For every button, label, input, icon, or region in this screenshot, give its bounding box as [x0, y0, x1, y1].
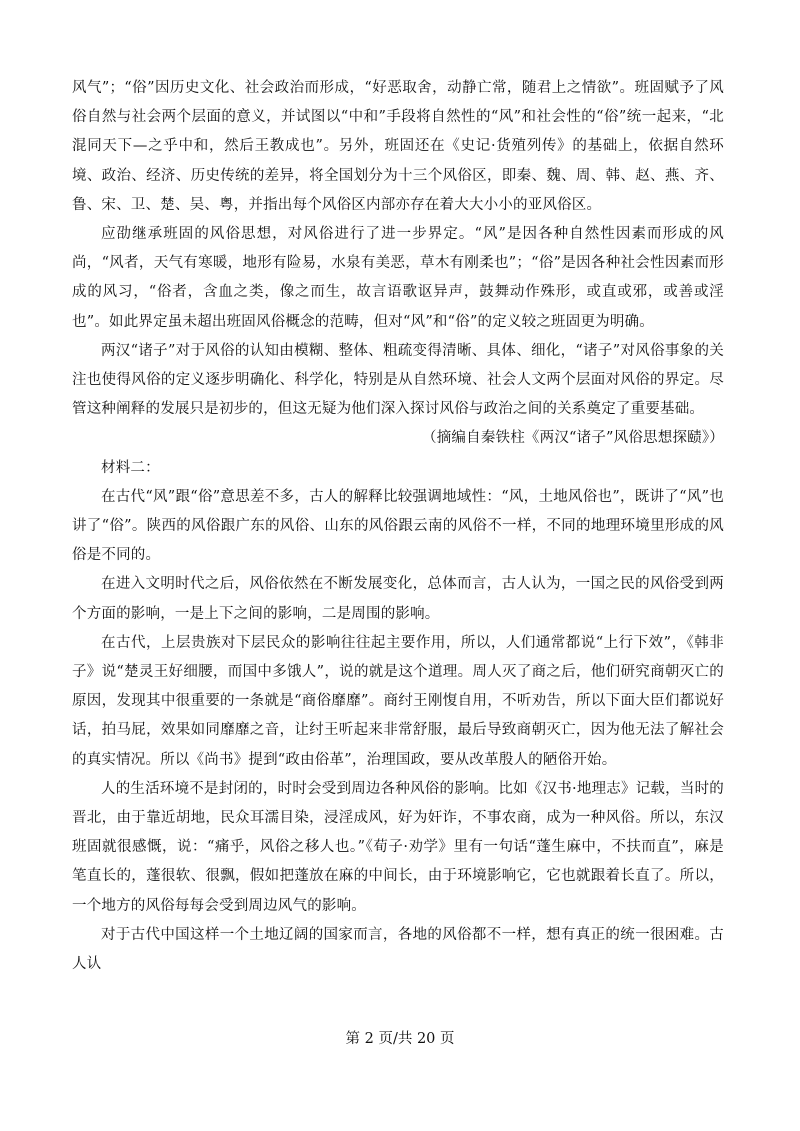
paragraph-civilization: 在进入文明时代之后，风俗依然在不断发展变化，总体而言，古人认为，一国之民的风俗受到两个方面的影响，一是上下之间的影响，二是周围的影响。	[72, 576, 724, 622]
paragraph-yingshao: 应劭继承班固的风俗思想，对风俗进行了进一步界定。“风”是因各种自然性因素而形成的风尚，“风者，天气有寒暖，地形有险易，水泉有美恶，草木有刚柔也”；“俗”是因各种社会性因素而形成的风习，“俗者，含血之类，像之而生，故言语歌讴异声，鼓舞动作殊形，或直或邪，或善或淫也”。如此界定虽未超出班固风俗概念的范畴，但对“风”和“俗”的定义较之班固更为明确。	[72, 226, 724, 330]
document-page	[72, 74, 724, 979]
paragraph-vast-country: 对于古代中国这样一个土地辽阔的国家而言，各地的风俗都不一样，想有真正的统一很困难。古人认	[72, 926, 724, 973]
paragraph-zhuzi: 两汉“诸子”对于风俗的认知由模糊、整体、粗疏变得清晰、具体、细化，“诸子”对风俗事象的关注也使得风俗的定义逐步明确化、科学化，特别是从自然环境、社会人文两个层面对风俗的界定。尽管这种阐释的发展只是初步的，但这无疑为他们深入探讨风俗与政治之间的关系奠定了重要基础。	[72, 342, 724, 418]
paragraph-environment: 人的生活环境不是封闭的，时时会受到周边各种风俗的影响。比如《汉书·地理志》记载，当时的晋北，由于靠近胡地，民众耳濡目染，浸淫成风，好为奸诈，不事农商，成为一种风俗。所以，东汉班固就很感慨，说：“痛乎，风俗之移人也。”《荀子·劝学》里有一句话“蓬生麻中，不扶而直”，麻是笔直长的，蓬很软、很飘，假如把蓬放在麻的中间长，由于环境影响它，它也就跟着长直了。所以，一个地方的风俗每每会受到周边风气的影响。	[72, 780, 724, 914]
source-citation: （摘编自秦铁柱《两汉“诸子”风俗思想探赜》）	[422, 430, 724, 447]
paragraph-feng-su: 在古代“风”跟“俗”意思差不多，古人的解释比较强调地域性：“风，土地风俗也”，既讲了“风”也讲了“俗”。陕西的风俗跟广东的风俗、山东的风俗跟云南的风俗不一样，不同的地理环境里形成的风俗是不同的。	[72, 488, 724, 564]
paragraph-continued: 风气”；“俗”因历史文化、社会政治而形成，“好恶取舍，动静亡常，随君上之情欲”。班固赋予了风俗自然与社会两个层面的意义，并试图以“中和”手段将自然性的“风”和社会性的“俗”统一起来，“北混同天下—之乎中和，然后王教成也”。另外，班固还在《史记·货殖列传》的基础上，依据自然环境、政治、经济、历史传统的差异，将全国划分为十三个风俗区，即秦、魏、周、韩、赵、燕、齐、鲁、宋、卫、楚、吴、粤，并指出每个风俗区内部亦存在着大大小小的亚风俗区。	[72, 80, 724, 213]
paragraph-upper-class: 在古代，上层贵族对下层民众的影响往往起主要作用，所以，人们通常都说“上行下效”，《韩非子》说“楚灵王好细腰，而国中多饿人”，说的就是这个道理。周人灭了商之后，他们研究商朝灭亡的原因，发现其中很重要的一条就是“商俗靡靡”。商纣王刚愎自用，不听劝告，所以下面大臣们都说好话，拍马屁，效果如同靡靡之音，让纣王听起来非常舒服，最后导致商朝灭亡，因为他无法了解社会的真实情况。所以《尚书》提到“政由俗革”，治理国政，要从改革殷人的陋俗开始。	[72, 634, 724, 768]
page-number: 第 2 页/共 20 页	[345, 1031, 455, 1047]
material-heading: 材料二：	[101, 459, 160, 476]
